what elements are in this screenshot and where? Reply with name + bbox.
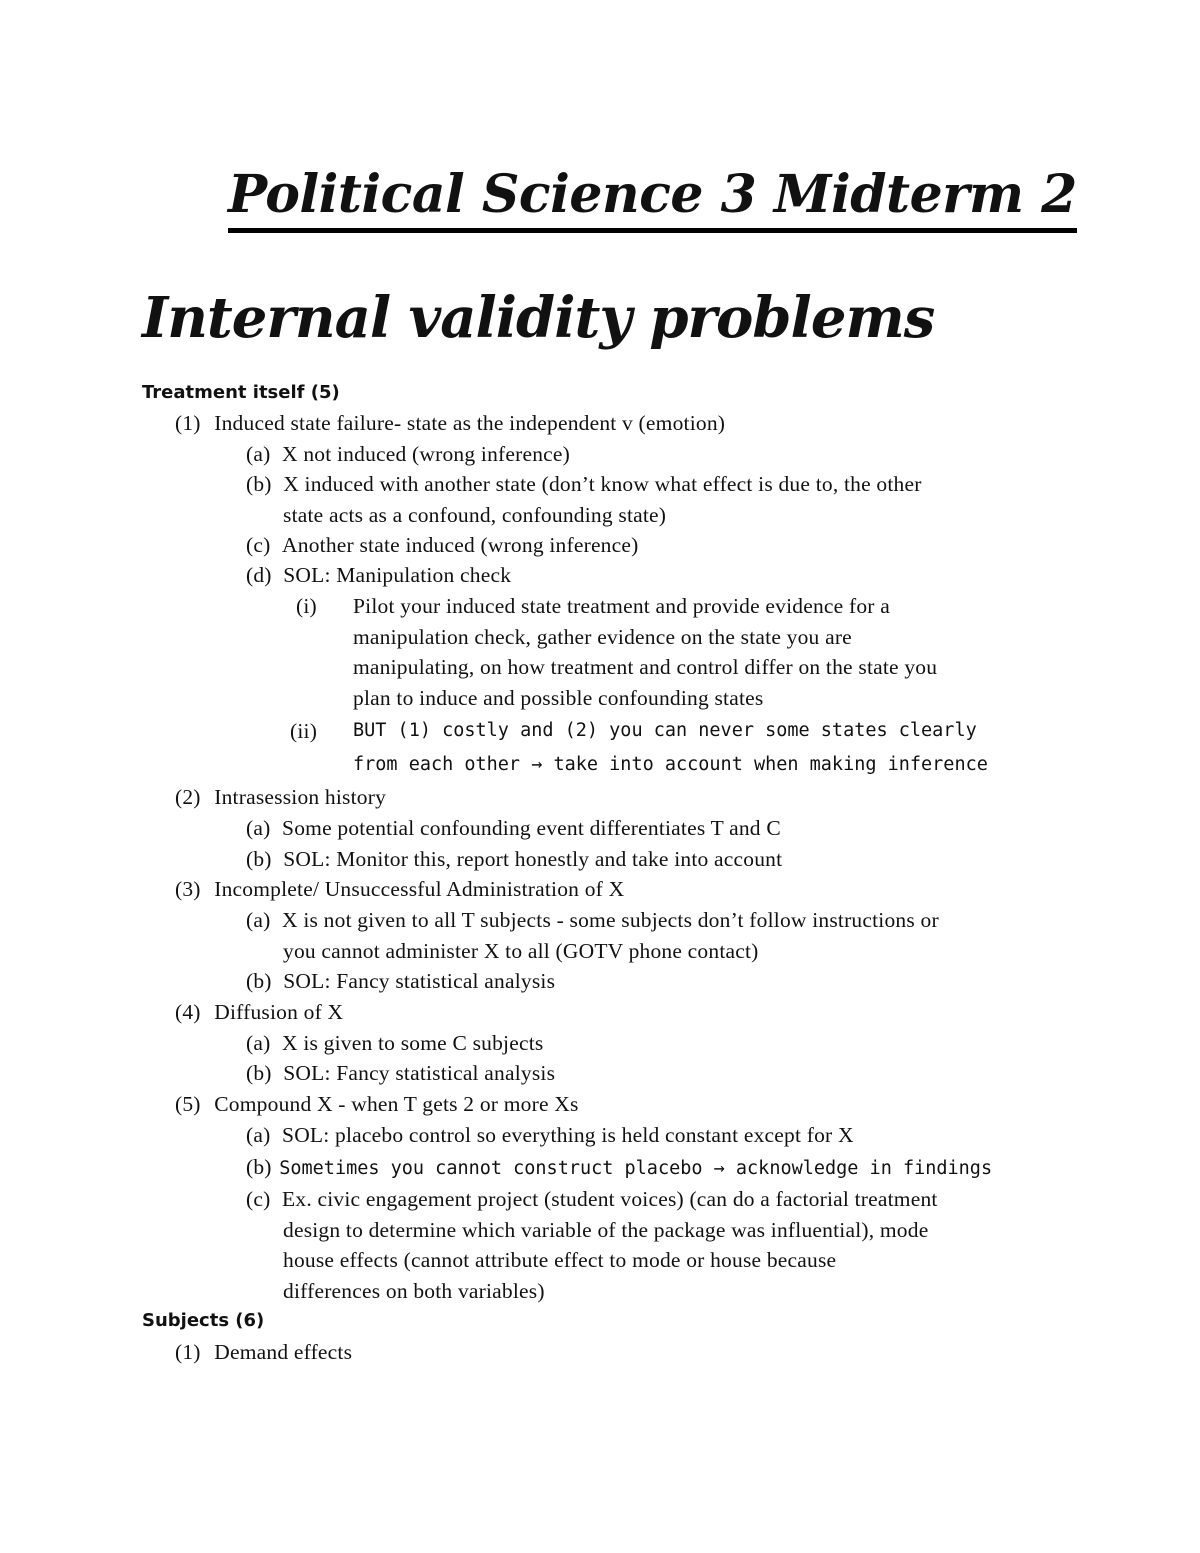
list-number: (1) — [175, 1340, 201, 1364]
list-text: Demand effects — [214, 1340, 353, 1364]
list-item — [246, 469, 922, 499]
list-letter: (b) — [246, 472, 272, 496]
list-letter: (a) — [246, 1123, 271, 1147]
subsection-label-subjects: Subjects (6) — [142, 1310, 265, 1331]
list-item — [246, 560, 511, 590]
subsection-label-treatment: Treatment itself (5) — [142, 382, 340, 403]
list-item — [246, 1152, 992, 1184]
list-number: (3) — [175, 877, 201, 901]
list-text: X is not given to all T subjects - some subjects don’t follow instructions or — [282, 908, 939, 932]
list-letter: (a) — [246, 442, 271, 466]
document-title: Political Science 3 Midterm 2 — [228, 162, 1077, 233]
list-item — [246, 844, 782, 874]
list-letter: (a) — [246, 908, 271, 932]
list-roman-number: (ii) — [290, 719, 318, 743]
list-text-continued: house effects (cannot attribute effect to mode or house because — [283, 1248, 837, 1272]
list-item — [175, 782, 386, 812]
list-item — [246, 439, 570, 469]
list-item — [246, 1028, 543, 1058]
list-item — [175, 997, 343, 1027]
list-item — [246, 813, 781, 843]
list-letter: (b) — [246, 847, 272, 871]
list-letter: (b) — [246, 1061, 272, 1085]
list-roman-number: (i) — [296, 594, 317, 618]
list-text: plan to induce and possible confounding states — [353, 686, 764, 710]
list-letter: (d) — [246, 563, 272, 587]
list-letter: (b) — [246, 1155, 272, 1179]
list-text-continued: you cannot administer X to all (GOTV phone contact) — [283, 939, 759, 963]
list-text: SOL: Manipulation check — [283, 563, 512, 587]
list-number: (2) — [175, 785, 201, 809]
list-text: Intrasession history — [214, 785, 387, 809]
list-item — [175, 1089, 579, 1119]
list-letter: (c) — [246, 533, 271, 557]
list-text: Induced state failure- state as the independent v (emotion) — [214, 411, 726, 435]
list-letter: (c) — [246, 1187, 271, 1211]
list-letter: (a) — [246, 1031, 271, 1055]
list-text: SOL: Monitor this, report honestly and take into account — [283, 847, 783, 871]
list-item — [175, 1337, 352, 1367]
list-text: Sometimes you cannot construct placebo → acknowledge in findings — [279, 1158, 993, 1179]
list-text-continued: state acts as a confound, confounding state) — [283, 503, 667, 527]
list-text: X induced with another state (don’t know what effect is due to, the other — [283, 472, 922, 496]
list-item — [175, 874, 624, 904]
list-item — [246, 1120, 854, 1150]
list-text: SOL: placebo control so everything is held constant except for X — [282, 1123, 854, 1147]
list-letter: (a) — [246, 816, 271, 840]
list-item — [246, 1184, 938, 1214]
list-text: Compound X - when T gets 2 or more Xs — [214, 1092, 579, 1116]
list-text: Ex. civic engagement project (student voices) (can do a factorial treatment — [282, 1187, 938, 1211]
list-item — [246, 530, 638, 560]
list-item — [246, 905, 939, 935]
list-text: manipulating, on how treatment and control differ on the state you — [353, 655, 938, 679]
list-text: SOL: Fancy statistical analysis — [283, 1061, 556, 1085]
list-text: Diffusion of X — [214, 1000, 344, 1024]
list-text: X is given to some C subjects — [282, 1031, 544, 1055]
section-heading: Internal validity problems — [142, 285, 935, 351]
list-item — [175, 408, 725, 438]
list-number: (4) — [175, 1000, 201, 1024]
list-number: (1) — [175, 411, 201, 435]
list-text-continued: differences on both variables) — [283, 1279, 545, 1303]
list-item — [246, 1058, 555, 1088]
list-text: X not induced (wrong inference) — [282, 442, 571, 466]
list-text-continued: design to determine which variable of the package was influential), mode — [283, 1218, 929, 1242]
list-text: from each other → take into account when making inference — [353, 754, 988, 775]
list-text: Another state induced (wrong inference) — [282, 533, 639, 557]
list-letter: (b) — [246, 969, 272, 993]
list-number: (5) — [175, 1092, 201, 1116]
list-text: Some potential confounding event differentiates T and C — [282, 816, 781, 840]
list-text: Incomplete/ Unsuccessful Administration of X — [214, 877, 625, 901]
list-text: BUT (1) costly and (2) you can never some states clearly — [353, 720, 977, 741]
list-text: SOL: Fancy statistical analysis — [283, 969, 556, 993]
list-text: Pilot your induced state treatment and provide evidence for a — [353, 594, 890, 618]
list-text: manipulation check, gather evidence on the state you are — [353, 625, 852, 649]
list-item — [246, 966, 555, 996]
